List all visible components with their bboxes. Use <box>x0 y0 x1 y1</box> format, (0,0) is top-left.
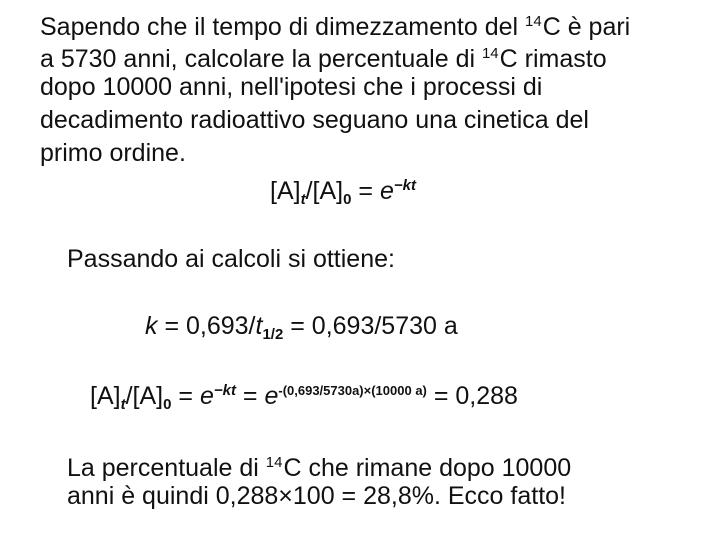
formula-result: $[A]_t/[A]_0 = e^{-kt} = e^{-(0,693/5730a)\times(10000 a)} = 0,288$ <box>90 382 518 413</box>
formula-rate-constant: $k = 0,693/t_{1/2} = 0,693/5730$ a <box>145 312 458 343</box>
problem-line-4: decadimento radioattivo seguano una cinetica del <box>40 106 589 134</box>
conclusion-line-2: anni è quindi 0,288×100 = 28,8%. Ecco fatto! <box>67 482 566 510</box>
problem-line-3: dopo 10000 anni, nell'ipotesi che i processi di <box>40 73 543 101</box>
conclusion-line-1: La percentuale di $^{14}$C che rimane dopo 10000 <box>67 454 572 482</box>
calc-intro: Passando ai calcoli si ottiene: <box>67 245 395 273</box>
problem-line-2: a 5730 anni, calcolare la percentuale di $^{14}$C rimasto <box>40 45 607 73</box>
formula-first-order-rate-law: $[A]_t/[A]_0 = e^{-kt}$ <box>270 177 416 208</box>
problem-line-5: primo ordine. <box>40 139 186 167</box>
problem-line-1: Sapendo che il tempo di dimezzamento del $^{14}$C è pari <box>40 13 631 41</box>
